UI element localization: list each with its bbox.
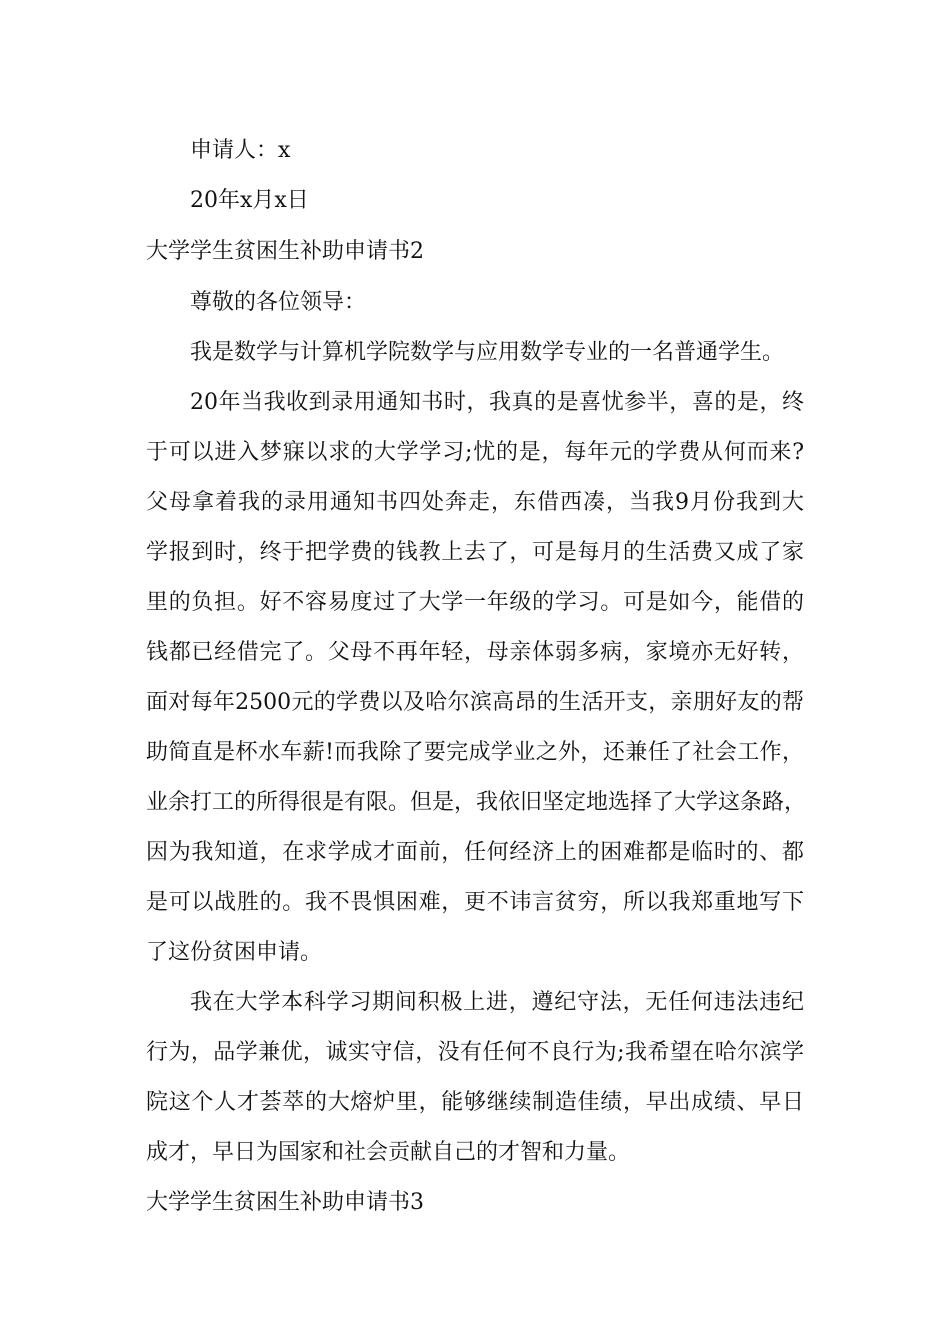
paragraph-line: 学报到时，终于把学费的钱教上去了，可是每月的生活费又成了家 [146,540,804,565]
paragraph-line: 于可以进入梦寐以求的大学学习;忧的是，每年元的学费从何而来? [146,440,804,465]
paragraph-line: 院这个人才荟萃的大熔炉里，能够继续制造佳绩，早出成绩、早日 [146,1090,804,1115]
paragraph-line: 是可以战胜的。我不畏惧困难，更不讳言贫穷，所以我郑重地写下 [146,890,804,915]
section-heading-3: 大学学生贫困生补助申请书3 [146,1190,424,1215]
applicant-line: 申请人：x [190,138,291,163]
paragraph-line: 我在大学本科学习期间积极上进，遵纪守法，无任何违法违纪 [190,990,804,1015]
paragraph-line: 成才，早日为国家和社会贡献自己的才智和力量。 [146,1140,631,1165]
paragraph-line: 20年当我收到录用通知书时，我真的是喜忧参半，喜的是，终 [190,390,804,415]
paragraph-line: 面对每年2500元的学费以及哈尔滨高昂的生活开支，亲朋好友的帮 [146,690,804,715]
salutation: 尊敬的各位领导： [190,290,367,315]
intro-paragraph: 我是数学与计算机学院数学与应用数学专业的一名普通学生。 [190,340,785,365]
paragraph-line: 助简直是杯水车薪!而我除了要完成学业之外，还兼任了社会工作， [146,740,804,765]
paragraph-line: 钱都已经借完了。父母不再年轻，母亲体弱多病，家境亦无好转， [146,640,804,665]
paragraph-line: 因为我知道，在求学成才面前，任何经济上的困难都是临时的、都 [146,840,804,865]
paragraph-line: 行为，品学兼优，诚实守信，没有任何不良行为;我希望在哈尔滨学 [146,1040,804,1065]
paragraph-line: 了这份贫困申请。 [146,940,323,965]
paragraph-line: 里的负担。好不容易度过了大学一年级的学习。可是如今，能借的 [146,590,804,615]
paragraph-line: 业余打工的所得很是有限。但是，我依旧坚定地选择了大学这条路， [146,790,807,815]
paragraph-line: 父母拿着我的录用通知书四处奔走，东借西凑，当我9月份我到大 [146,490,804,515]
date-line: 20年x月x日 [190,188,309,213]
section-heading-2: 大学学生贫困生补助申请书2 [146,239,424,264]
